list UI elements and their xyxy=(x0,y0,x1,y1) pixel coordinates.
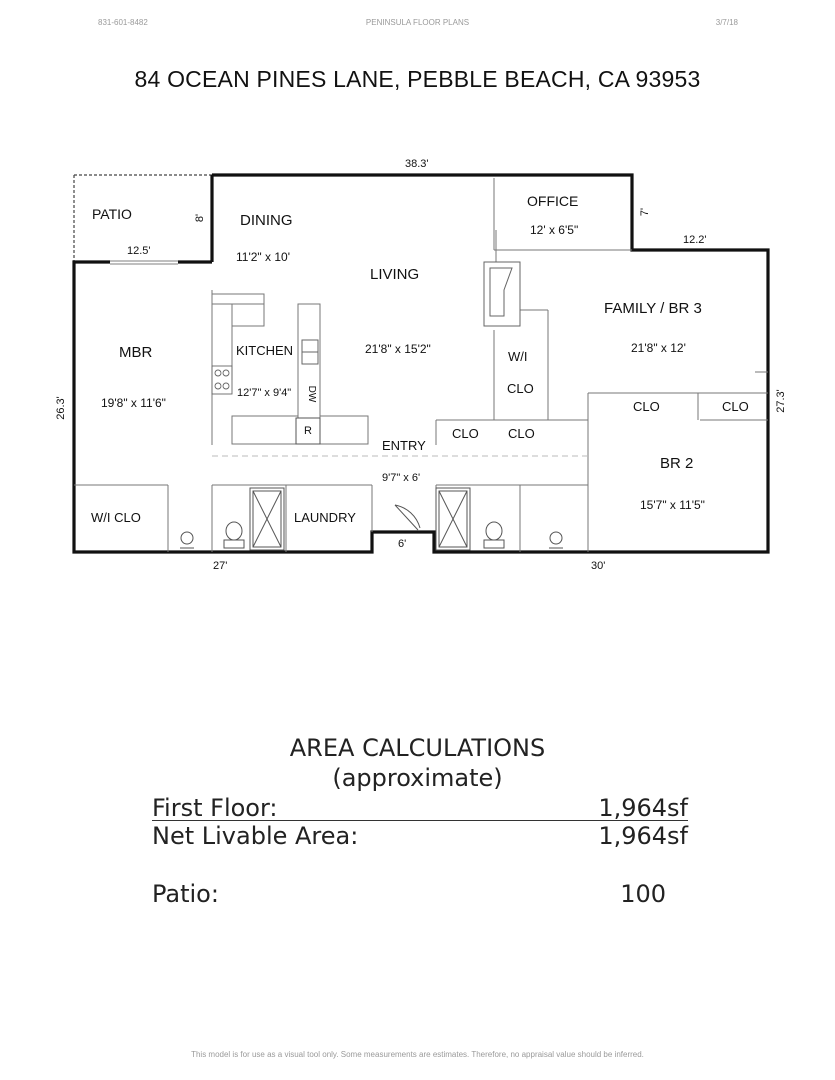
dim-top: 38.3' xyxy=(405,158,429,170)
dim-bottom-left: 27' xyxy=(213,560,228,572)
dim-patio-side: 8' xyxy=(194,213,206,223)
fireplace xyxy=(484,262,520,326)
dim-left: 26.3' xyxy=(55,396,67,420)
dim-patio-width: 12.5' xyxy=(127,245,151,257)
shower-left xyxy=(250,488,284,550)
kitchen-sink xyxy=(302,340,318,364)
header-company: PENINSULA FLOOR PLANS xyxy=(365,18,470,27)
living-dims: 21'8" x 15'2" xyxy=(365,342,431,356)
dim-office-step: 7' xyxy=(639,207,651,217)
area-row-value: 1,964sf xyxy=(598,794,688,822)
mbr-dims: 19'8" x 11'6" xyxy=(101,396,166,410)
kitchen-label: KITCHEN xyxy=(236,343,294,358)
wi-closet-label-2: CLO xyxy=(507,381,534,396)
cooktop xyxy=(212,366,232,394)
dining-dims: 11'2" x 10' xyxy=(236,250,290,264)
patio-label: PATIO xyxy=(92,206,132,222)
dining-label: DINING xyxy=(240,212,293,229)
office-label: OFFICE xyxy=(527,193,579,209)
area-row-patio xyxy=(152,880,688,910)
laundry-label: LAUNDRY xyxy=(294,510,356,525)
dim-bottom-right: 30' xyxy=(591,560,606,572)
mbr-wi-closet-label: W/I CLO xyxy=(91,510,141,525)
exterior-walls xyxy=(74,175,768,552)
dim-entry-width: 6' xyxy=(398,538,407,550)
dim-right: 27.3' xyxy=(775,389,787,413)
header-phone: 831-601-8482 xyxy=(98,18,148,27)
office-dims: 12' x 6'5" xyxy=(530,223,579,237)
toilet-right xyxy=(484,522,504,548)
living-label: LIVING xyxy=(370,266,420,283)
family-dims: 21'8" x 12' xyxy=(631,341,686,355)
area-row-label: First Floor: xyxy=(152,794,278,822)
area-row-value: 100 xyxy=(620,880,666,908)
dishwasher-label: DW xyxy=(306,385,317,403)
range-label: R xyxy=(304,425,312,437)
shower-right xyxy=(436,488,470,550)
interior-walls xyxy=(74,178,768,552)
kitchen-dims: 12'7" x 9'4" xyxy=(237,387,292,399)
br2-dims: 15'7" x 11'5" xyxy=(640,498,705,512)
closet-entry-left-label: CLO xyxy=(452,426,479,441)
br2-label: BR 2 xyxy=(660,455,694,472)
wi-closet-label: W/I xyxy=(508,349,528,364)
family-label: FAMILY / BR 3 xyxy=(604,300,702,317)
area-row-value: 1,964sf xyxy=(598,822,688,850)
entry-dims: 9'7" x 6' xyxy=(382,472,421,484)
divider-rule xyxy=(152,820,688,821)
area-row-label: Net Livable Area: xyxy=(152,822,359,850)
closet-entry-right-label: CLO xyxy=(508,426,535,441)
area-calculations-title: AREA CALCULATIONS xyxy=(289,734,546,762)
closet-family-right-label: CLO xyxy=(722,399,749,414)
closet-family-left-label: CLO xyxy=(633,399,660,414)
entry-door xyxy=(395,505,420,530)
header-date: 3/7/18 xyxy=(715,18,738,27)
entry-label: ENTRY xyxy=(382,438,426,453)
mbr-label: MBR xyxy=(119,344,153,361)
area-row-net-livable xyxy=(152,822,688,852)
sink-br2 xyxy=(549,532,563,548)
area-calculations-subtitle: (approximate) xyxy=(332,764,503,792)
disclaimer: This model is for use as a visual tool only. Some measurements are estimates. Therefore, no appraisal value should be inferred. xyxy=(191,1050,644,1059)
area-row-label: Patio: xyxy=(152,880,219,908)
patio-door xyxy=(110,261,178,264)
sink-mbr xyxy=(180,532,194,548)
dim-family-top: 12.2' xyxy=(683,234,707,246)
property-address: 84 OCEAN PINES LANE, PEBBLE BEACH, CA 93953 xyxy=(134,66,701,92)
toilet-left xyxy=(224,522,244,548)
room-labels xyxy=(91,193,749,525)
